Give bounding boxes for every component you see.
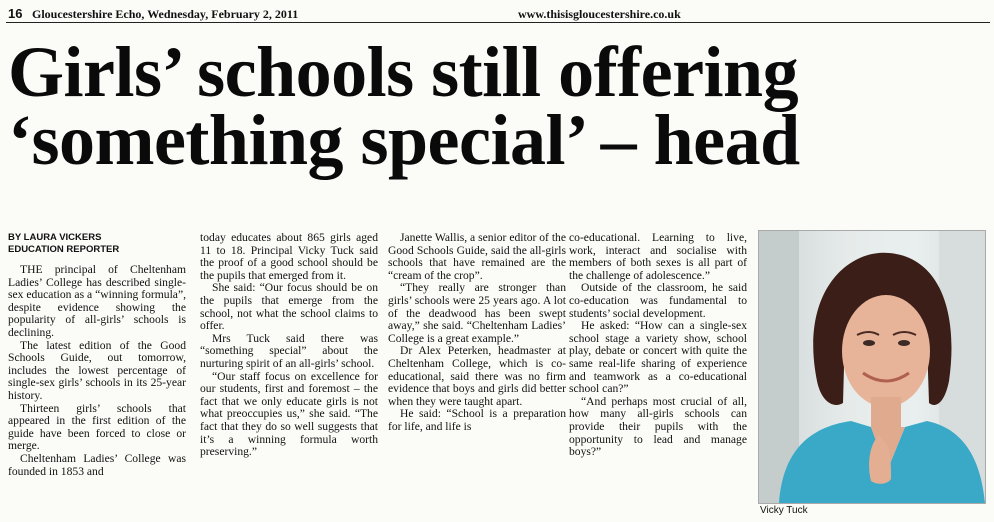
paragraph: Cheltenham Ladies’ College was founded in 1853 and [8,451,186,478]
article-column-4 [569,232,747,517]
paragraph: Janette Wallis, a senior editor of the Good Schools Guide, said the all-girls schools that have remained are the “cream of the crop”. [388,232,566,282]
paragraph: The latest edition of the Good Schools Guide, out tomorrow, includes the lowest percentage of single-sex girls’ schools in its 25-year history. [8,338,186,402]
paragraph: She said: “Our focus should be on the pupils that emerge from the school, not what the school claims to offer. [200,281,378,333]
headline-line-2: ‘something special’ – head [8,100,800,180]
paragraph: co-educational. Learning to live, work, interact and socialise with members of both sexes is all part of the challenge of adolescence.” [569,232,747,282]
page-number: 16 [8,6,23,21]
paragraph: Outside of the classroom, he said co-education was fundamental to students’ social development. [569,281,747,320]
paragraph: “They really are stronger than girls’ schools were 25 years ago. A lot of the deadwood has been swept away,” she said. “Cheltenham Ladies’ College is a great example.” [388,281,566,345]
article-column-3 [388,232,566,517]
portrait-illustration [759,231,985,503]
photo-caption: Vicky Tuck [760,505,808,516]
paragraph: today educates about 865 girls aged 11 to 18. Principal Vicky Tuck said the proof of a good school should be the pupils that emerged from it. [200,232,378,282]
paragraph: He said: “School is a preparation for life, and life is [388,407,566,433]
byline-author: BY LAURA VICKERS [8,232,102,243]
headline-line-1: Girls’ schools still offering [8,32,799,112]
masthead [6,4,990,23]
paragraph: THE principal of Cheltenham Ladies’ College has described single-sex education as a “winning formula”, despite evidence showing the popularity of all-girls’ schools is declining. [8,263,186,339]
paragraph: Dr Alex Peterken, headmaster at Cheltenham College, which is co-educational, said there was no firm evidence that boys and girls did better when they were taught apart. [388,344,566,408]
website-url: www.thisisgloucestershire.co.uk [518,7,681,21]
paragraph: Mrs Tuck said there was “something special” about the nurturing spirit of an all-girls’ school. [200,331,378,370]
publication-line: Gloucestershire Echo, Wednesday, February 2, 2011 [32,7,299,21]
byline [8,232,186,256]
headline [8,32,988,180]
paragraph: He asked: “How can a single-sex school stage a variety show, school play, debate or concert with quite the same real-life sharing of experience and teamwork as a co-educational school can?” [569,319,747,396]
paragraph: Thirteen girls’ schools that appeared in the first edition of the guide have been forced to close or merge. [8,401,186,453]
face-shape [842,295,930,407]
article-column-2 [200,232,378,517]
portrait-photo [758,230,986,504]
paragraph: “Our staff focus on excellence for our students, first and foremost – the fact that we only educate girls is not what preoccupies us,” she said. “The fact that they do so well suggests that it’s a winning formula worth preserving.” [200,369,378,459]
paragraph: “And perhaps most crucial of all, how many all-girls schools can provide their pupils with the opportunity to lead and manage boys?” [569,394,747,459]
article-column-1 [8,232,186,517]
byline-role: EDUCATION REPORTER [8,244,120,255]
